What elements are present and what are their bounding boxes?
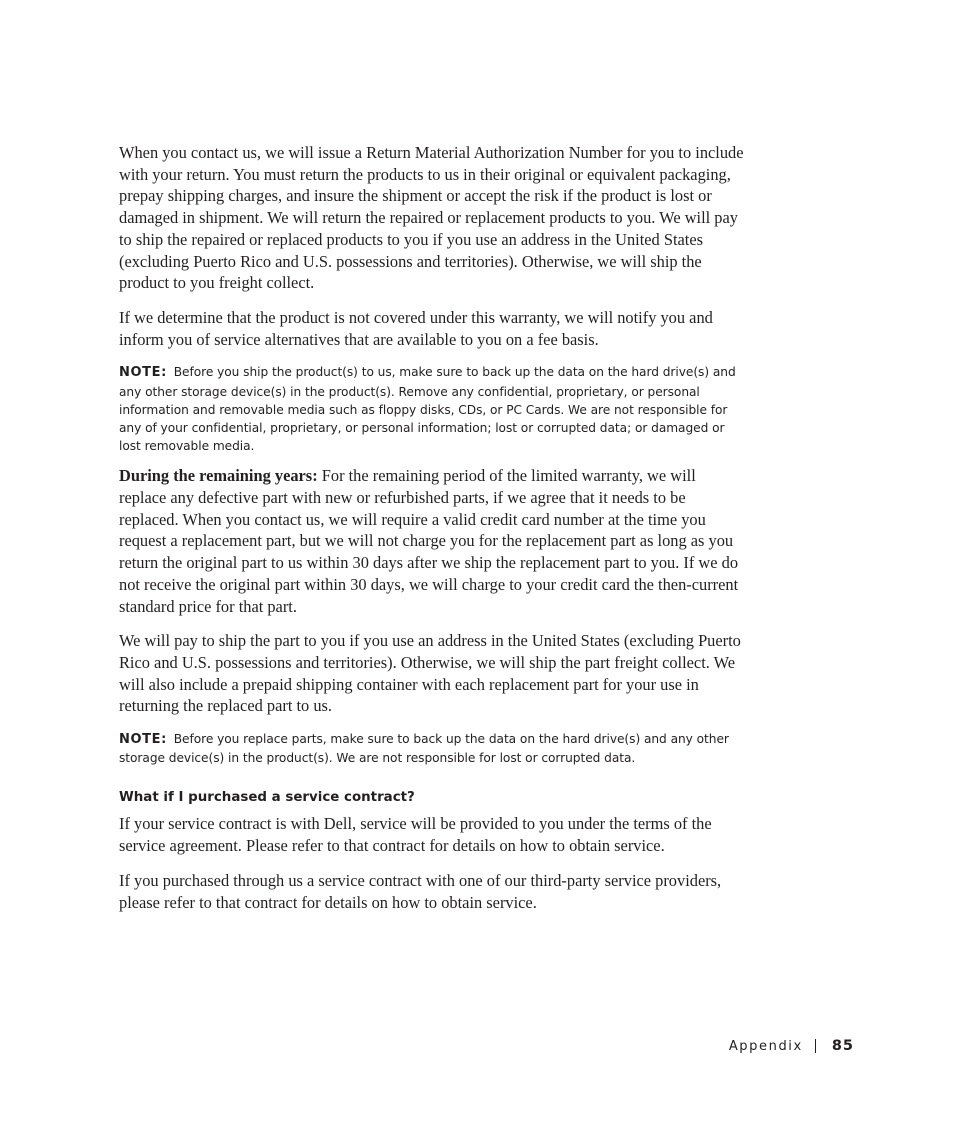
section-heading-service-contract: What if I purchased a service contract? bbox=[119, 790, 415, 806]
paragraph-ship-part: We will pay to ship the part to you if you use an address in the United States (excluding Puerto Rico and U.S. possessions and territories). Otherwise, we will ship the part freight collect. We will also include a prepaid shipping container with each replacement part for your use in returning the replaced part to us. bbox=[119, 631, 741, 716]
remaining-years-text: For the remaining period of the limited warranty, we will replace any defective part with new or refurbished parts, if we agree that it needs to be replaced. When you contact us, we will require a valid credit card number at the time you request a replacement part, but we will not charge you for the replacement part as long as you return the original part to us within 30 days after we ship the replacement part to you. If we do not receive the original part within 30 days, we will charge to your credit card the then-current standard price for that part. bbox=[119, 466, 739, 616]
note-backup-before-replace bbox=[119, 730, 745, 767]
page-footer bbox=[729, 1038, 854, 1054]
note-text: Before you replace parts, make sure to back up the data on the hard drive(s) and any other storage device(s) in the product(s). We are not responsible for lost or corrupted data. bbox=[119, 732, 729, 766]
footer-divider bbox=[815, 1039, 816, 1053]
note-backup-before-ship bbox=[119, 363, 745, 455]
paragraph-third-party-contract: If you purchased through us a service contract with one of our third-party service providers, please refer to that contract for details on how to obtain service. bbox=[119, 870, 722, 912]
note-label: NOTE: bbox=[119, 732, 167, 748]
paragraph-return-process: When you contact us, we will issue a Return Material Authorization Number for you to include with your return. You must return the products to us in their original or equivalent packaging, prepay shipping charges, and insure the shipment or accept the risk if the product is lost or damaged in shipment. We will return the repaired or replacement products to you. We will pay to ship the repaired or replaced products to you if you use an address in the United States (excluding Puerto Rico and U.S. possessions and territories). Otherwise, we will ship the product to you freight collect. bbox=[119, 143, 744, 293]
note-text: Before you ship the product(s) to us, make sure to back up the data on the hard drive(s) and any other storage device(s) in the product(s). Remove any confidential, proprietary, or personal information and removable media such as floppy disks, CDs, or PC Cards. We are not responsible for any of your confidential, proprietary, or personal information; lost or corrupted data; or damaged or lost removable media. bbox=[119, 365, 736, 454]
paragraph-remaining-years bbox=[119, 465, 745, 617]
page-number: 85 bbox=[831, 1038, 854, 1054]
paragraph-not-covered: If we determine that the product is not covered under this warranty, we will notify you and inform you of service alternatives that are available to you on a fee basis. bbox=[119, 307, 713, 349]
remaining-years-lead: During the remaining years: bbox=[119, 466, 318, 486]
page-body bbox=[119, 142, 745, 926]
paragraph-dell-contract: If your service contract is with Dell, service will be provided to you under the terms of the service agreement. Please refer to that contract for details on how to obtain service. bbox=[119, 814, 712, 856]
footer-section-name: Appendix bbox=[728, 1038, 803, 1054]
note-label: NOTE: bbox=[119, 365, 167, 381]
